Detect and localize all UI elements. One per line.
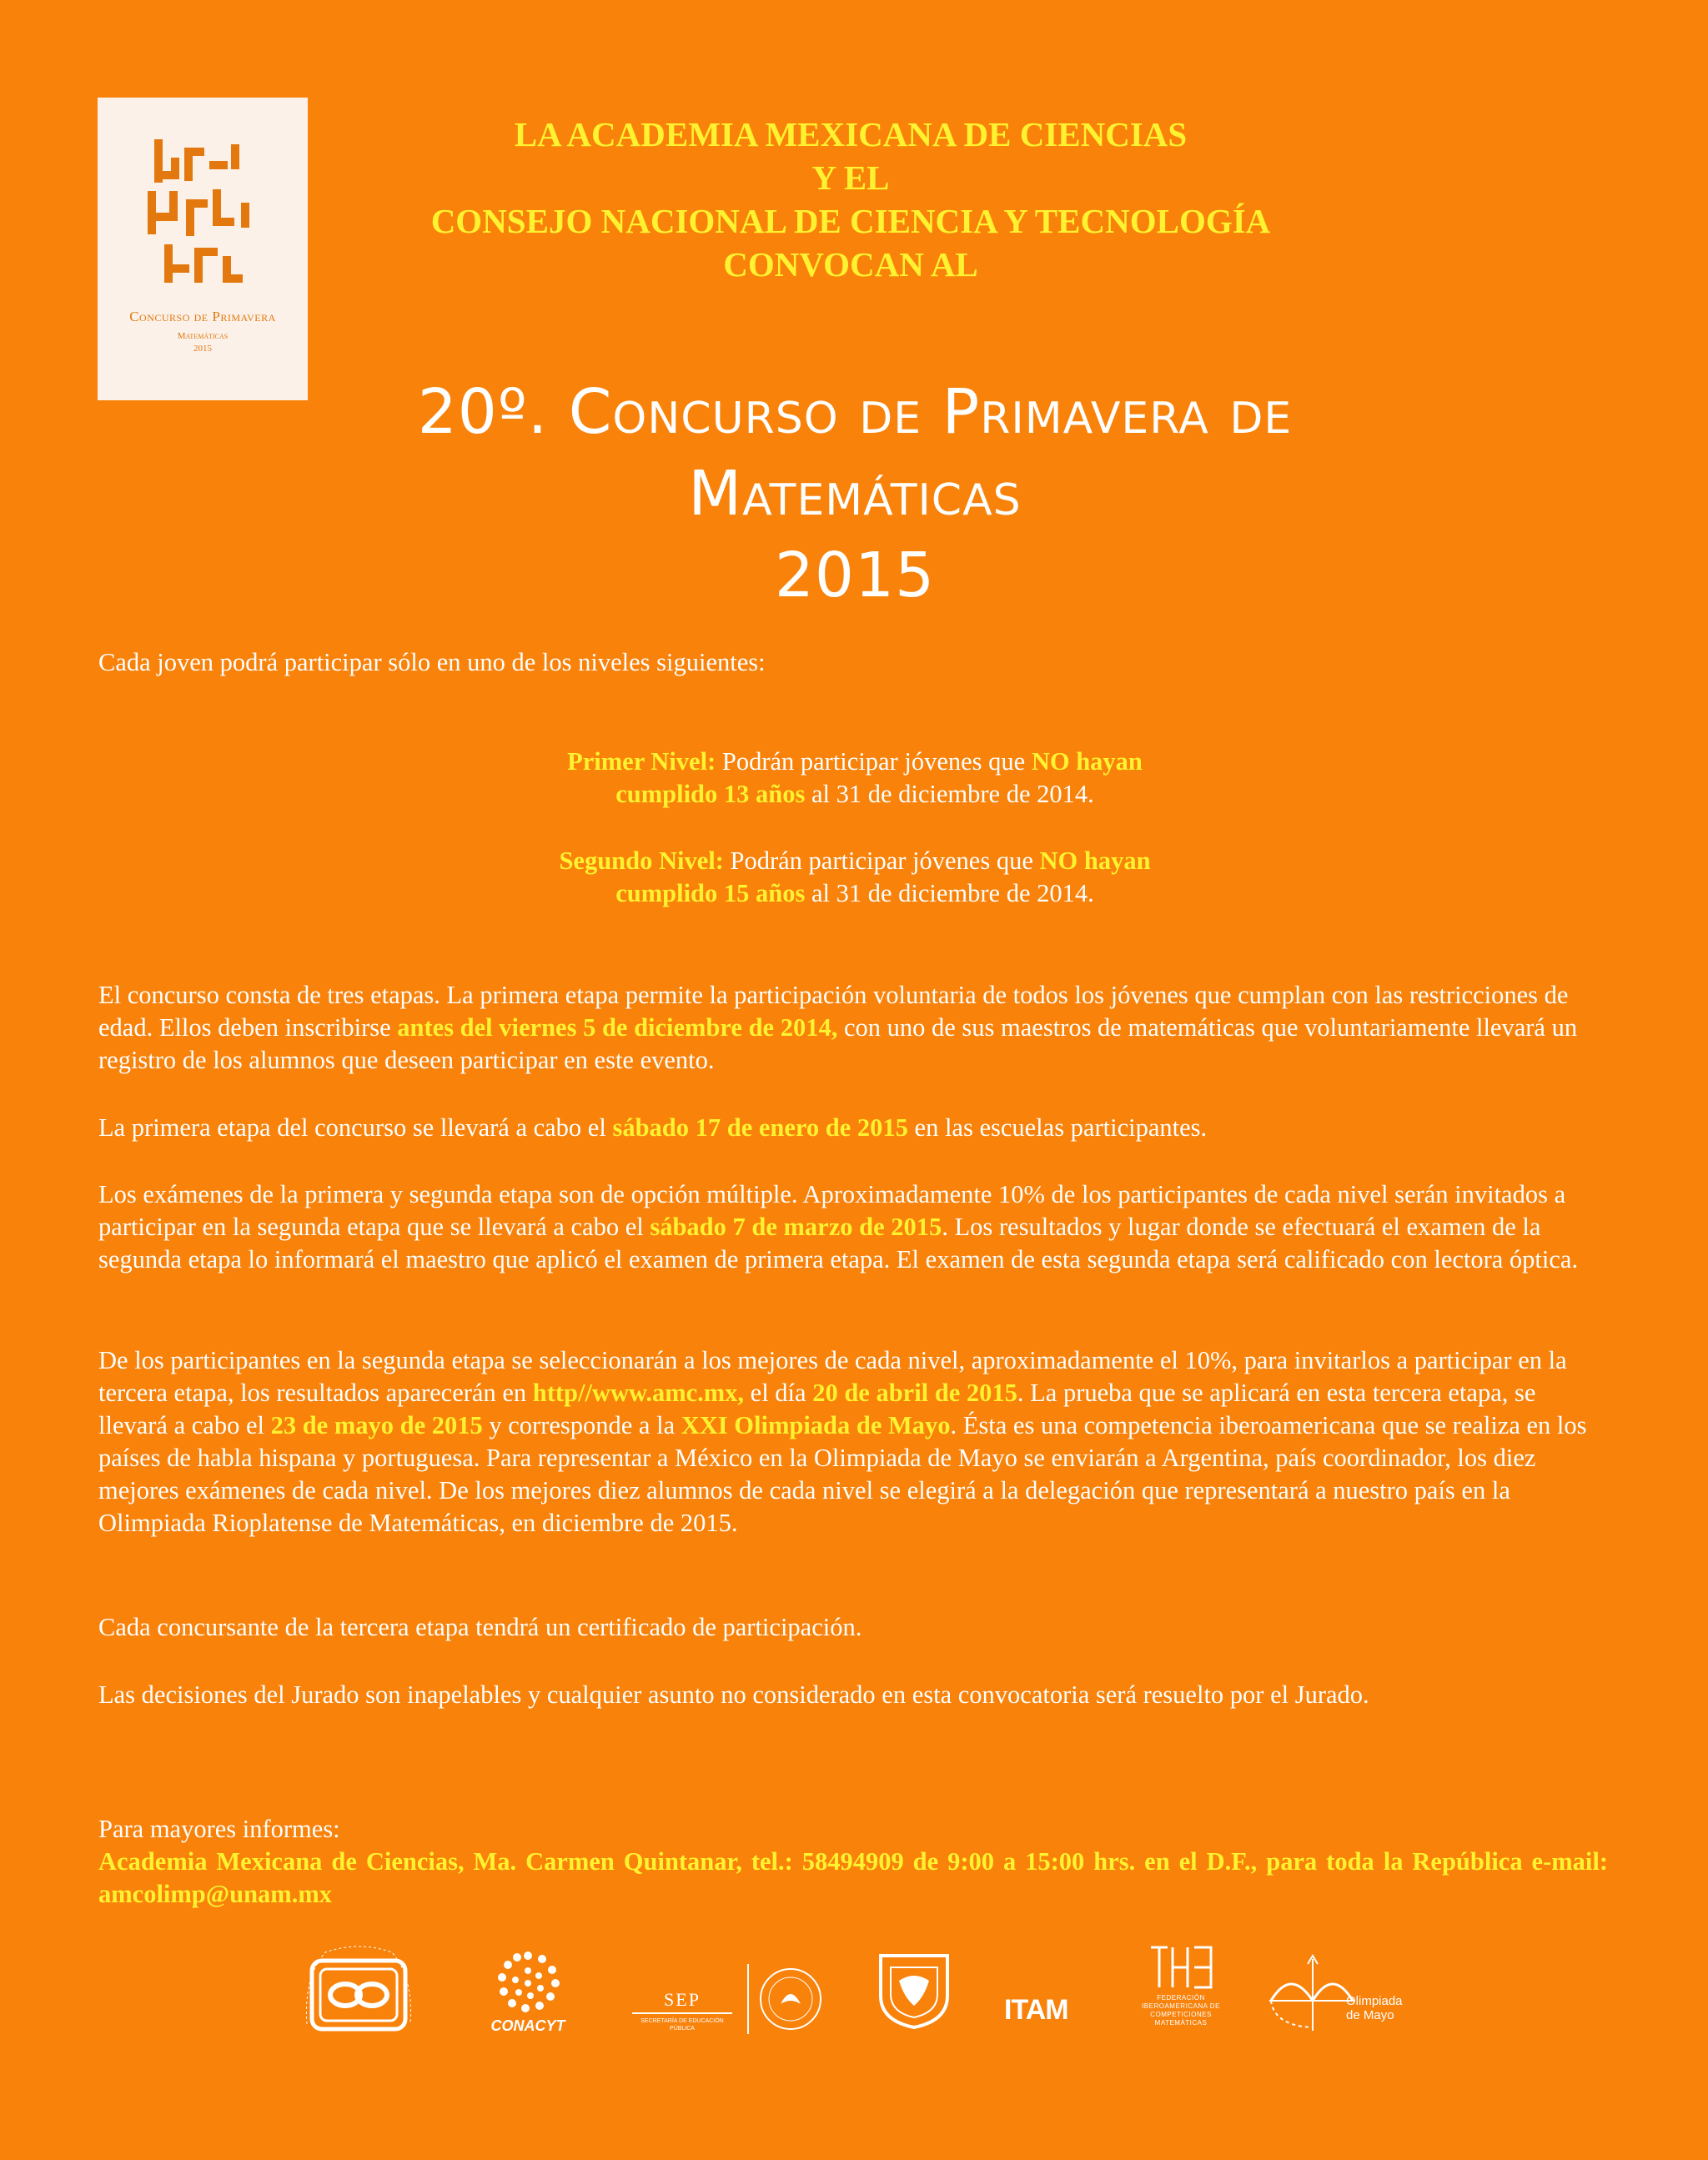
fed-label: FEDERACIÓN IBEROAMERICANA DE COMPETICIONES MATEMÁTICAS: [1142, 1994, 1220, 2027]
level-segundo: [434, 845, 1276, 910]
p4-text-c: . La prueba que se aplicará en esta tercera etapa, se llevará a cabo el: [98, 1379, 1536, 1439]
logo-title: Concurso de Primavera: [129, 309, 276, 324]
level-2-text-a: Podrán participar jóvenes que: [723, 846, 1040, 875]
paragraph-etapas: [98, 979, 1608, 1077]
level-2-text-b: al 31 de diciembre de 2014.: [805, 879, 1094, 907]
p4-text-a: De los participantes en la segunda etapa se seleccionarán a los mejores de cada nivel, aproximadamente el 10%, para invitarlos a participar en la tercera etapa, los resultados aparecerán en: [98, 1346, 1567, 1407]
convocation-header: [309, 113, 1393, 286]
p2-text-b: en las escuelas participantes.: [907, 1113, 1208, 1142]
level-2-highlight-b: cumplido 15 años: [615, 879, 806, 907]
p2-text-a: La primera etapa del concurso se llevará a cabo el: [98, 1113, 613, 1142]
conacyt-logo: [482, 1947, 574, 2039]
paragraph-certificado: Cada concursante de la tercera etapa tendrá un certificado de participación.: [98, 1613, 862, 1641]
header-line-3: CONSEJO NACIONAL DE CIENCIA Y TECNOLOGÍA: [430, 202, 1271, 240]
fed-glyph-icon: [1148, 1944, 1214, 1991]
sep-label: SEP: [664, 1989, 701, 2010]
header-line-4: CONVOCAN AL: [723, 245, 978, 284]
p1-highlight: antes del viernes 5 de diciembre de 2014,: [397, 1013, 838, 1042]
title-line-2: Matemáticas: [688, 458, 1022, 530]
contest-title: [192, 371, 1518, 616]
unam-shield-icon: [874, 1947, 954, 2031]
p4-text-e: . Ésta es una competencia iberoamericana que se realiza en los países de habla hispana y portuguesa. Para representar a México en la Olimpiada de Mayo se enviarán a Argentina, país coordinador, los diez mejores exámenes de cada nivel. De los mejores diez alumnos de cada nivel se elegirá a la delegación que representará a nuestro país en la Olimpiada Rioplatense de Matemáticas, en diciembre de 2015.: [98, 1411, 1587, 1537]
p4-text-d: y corresponde a la: [482, 1411, 681, 1439]
logo-subject: Matemáticas: [177, 331, 229, 341]
national-seal-icon: [757, 1966, 824, 2032]
concurso-logo: [98, 98, 308, 400]
p2-highlight: sábado 17 de enero de 2015: [612, 1113, 908, 1142]
concurso-glyph-icon: [148, 139, 258, 289]
contact-block: [98, 1813, 1608, 1911]
paragraph-tercera-etapa: [98, 1344, 1608, 1540]
fed-iberoamericana-logo: [1131, 1944, 1231, 2044]
level-1-highlight-b: cumplido 13 años: [615, 780, 806, 808]
conacyt-label: CONACYT: [490, 2017, 565, 2034]
sep-divider: [632, 2012, 732, 2014]
amc-emblem-icon: [292, 1944, 425, 2036]
level-1-highlight-a: NO hayan: [1031, 747, 1143, 776]
logo-year: 2015: [193, 344, 212, 354]
title-line-3: 2015: [774, 540, 936, 611]
p4-text-b: el día: [744, 1379, 813, 1407]
intro-text: Cada joven podrá participar sólo en uno de los niveles siguientes:: [98, 648, 766, 676]
sponsor-logos: [0, 1939, 1708, 2047]
title-line-1: 20º. Concurso de Primavera de: [417, 376, 1293, 448]
unam-logo: [874, 1947, 954, 2031]
olimpiada-arc-icon: [1266, 1951, 1358, 2031]
level-primer: [434, 746, 1276, 811]
p1-text-b: con uno de sus maestros de matemáticas que voluntariamente llevará un registro de los alumnos que deseen participar en este evento.: [98, 1013, 1578, 1074]
olimpiada-mayo-logo: [1266, 1951, 1416, 2034]
p3-highlight: sábado 7 de marzo de 2015: [650, 1213, 942, 1241]
contact-label: Para mayores informes:: [98, 1815, 340, 1843]
level-1-name: Primer Nivel:: [567, 747, 716, 776]
conacyt-dots-icon: [482, 1947, 574, 2014]
paragraph-examenes: [98, 1178, 1608, 1276]
itam-logo: ITAM: [1004, 1994, 1068, 2026]
p3-text-b: . Los resultados y lugar donde se efectuará el examen de la segunda etapa lo informará el maestro que aplicó el examen de primera etapa. El examen de esta segunda etapa será calificado con lectora óptica.: [98, 1213, 1579, 1273]
p4-highlight-date-2: 23 de mayo de 2015: [270, 1411, 483, 1439]
sep-sublabel: SECRETARÍA DE EDUCACIÓN PÚBLICA: [640, 2018, 724, 2032]
header-line-2: Y EL: [811, 158, 890, 197]
olimpiada-label: Olimpiada de Mayo: [1346, 1994, 1403, 2022]
level-2-name: Segundo Nivel:: [559, 846, 724, 875]
p4-highlight-date-1: 20 de abril de 2015: [812, 1379, 1017, 1407]
paragraph-jurado: Las decisiones del Jurado son inapelables y cualquier asunto no considerado en esta convocatoria será resuelto por el Jurado.: [98, 1680, 1369, 1709]
logo-subtitle: [98, 330, 308, 355]
level-2-highlight-a: NO hayan: [1039, 846, 1151, 875]
contact-details: Academia Mexicana de Ciencias, Ma. Carmen Quintanar, tel.: 58494909 de 9:00 a 15:00 hrs. en el D.F., para toda la República e-mail: amcolimp@unam.mx: [98, 1847, 1608, 1908]
header-line-1: LA ACADEMIA MEXICANA DE CIENCIAS: [514, 115, 1188, 153]
level-1-text-b: al 31 de diciembre de 2014.: [805, 780, 1094, 808]
amc-logo: [292, 1944, 425, 2036]
sep-separator: [747, 1964, 749, 2034]
p1-text-a: El concurso consta de tres etapas. La primera etapa permite la participación voluntaria de todos los jóvenes que cumplan con las restricciones de edad. Ellos deben inscribirse: [98, 981, 1569, 1042]
results-link[interactable]: http//www.amc.mx,: [532, 1379, 745, 1407]
p3-text-a: Los exámenes de la primera y segunda etapa son de opción múltiple. Aproximadamente 10% de los participantes de cada nivel serán invitados a participar en la segunda etapa que se llevará a cabo el: [98, 1180, 1566, 1241]
p4-highlight-olimpiada: XXI Olimpiada de Mayo: [681, 1411, 951, 1439]
paragraph-primera-etapa: [98, 1112, 1608, 1144]
level-1-text-a: Podrán participar jóvenes que: [716, 747, 1032, 776]
sep-logo: [624, 1947, 824, 2039]
